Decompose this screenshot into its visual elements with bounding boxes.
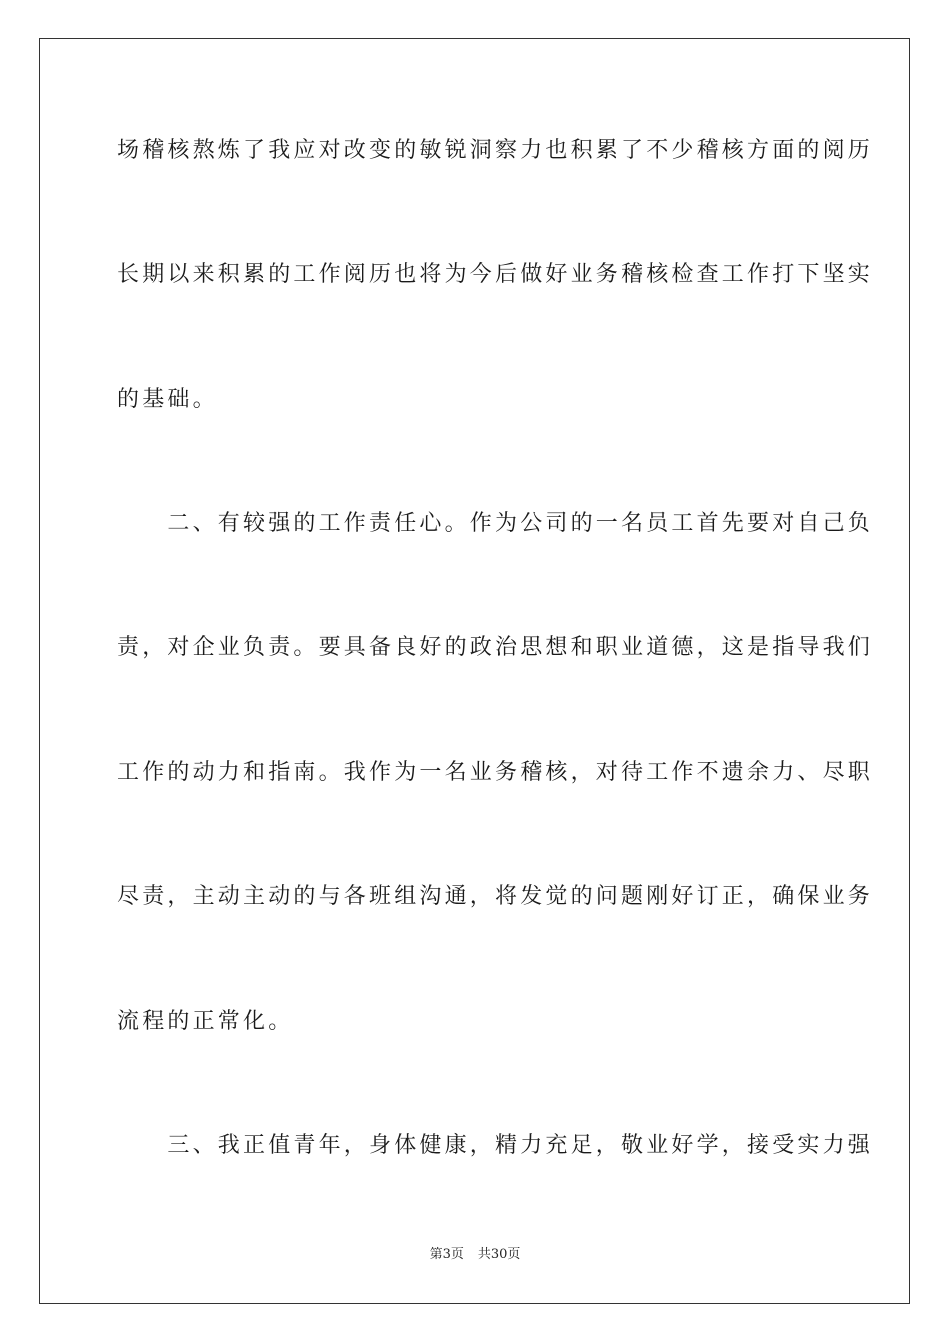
body-line-5: 责，对企业负责。要具备良好的政治思想和职业道德，这是指导我们 [117, 635, 874, 660]
page-footer [0, 1246, 950, 1264]
body-line-1: 场稽核熬炼了我应对改变的敏锐洞察力也积累了不少稽核方面的阅历 [117, 138, 874, 163]
page-total: 共30页 [477, 1247, 521, 1262]
body-line-9: 三、我正值青年，身体健康，精力充足，敬业好学，接受实力强 [117, 1133, 874, 1158]
body-line-8: 流程的正常化。 [117, 1009, 294, 1034]
body-line-2: 长期以来积累的工作阅历也将为今后做好业务稽核检查工作打下坚实 [117, 262, 874, 287]
body-line-4: 二、有较强的工作责任心。作为公司的一名员工首先要对自己负 [117, 511, 874, 536]
page-frame [39, 38, 910, 1304]
page-number: 第3页 [429, 1247, 464, 1262]
body-line-7: 尽责，主动主动的与各班组沟通，将发觉的问题刚好订正，确保业务 [117, 884, 874, 909]
body-line-6: 工作的动力和指南。我作为一名业务稽核，对待工作不遗余力、尽职 [117, 760, 874, 785]
body-line-3: 的基础。 [117, 387, 218, 412]
